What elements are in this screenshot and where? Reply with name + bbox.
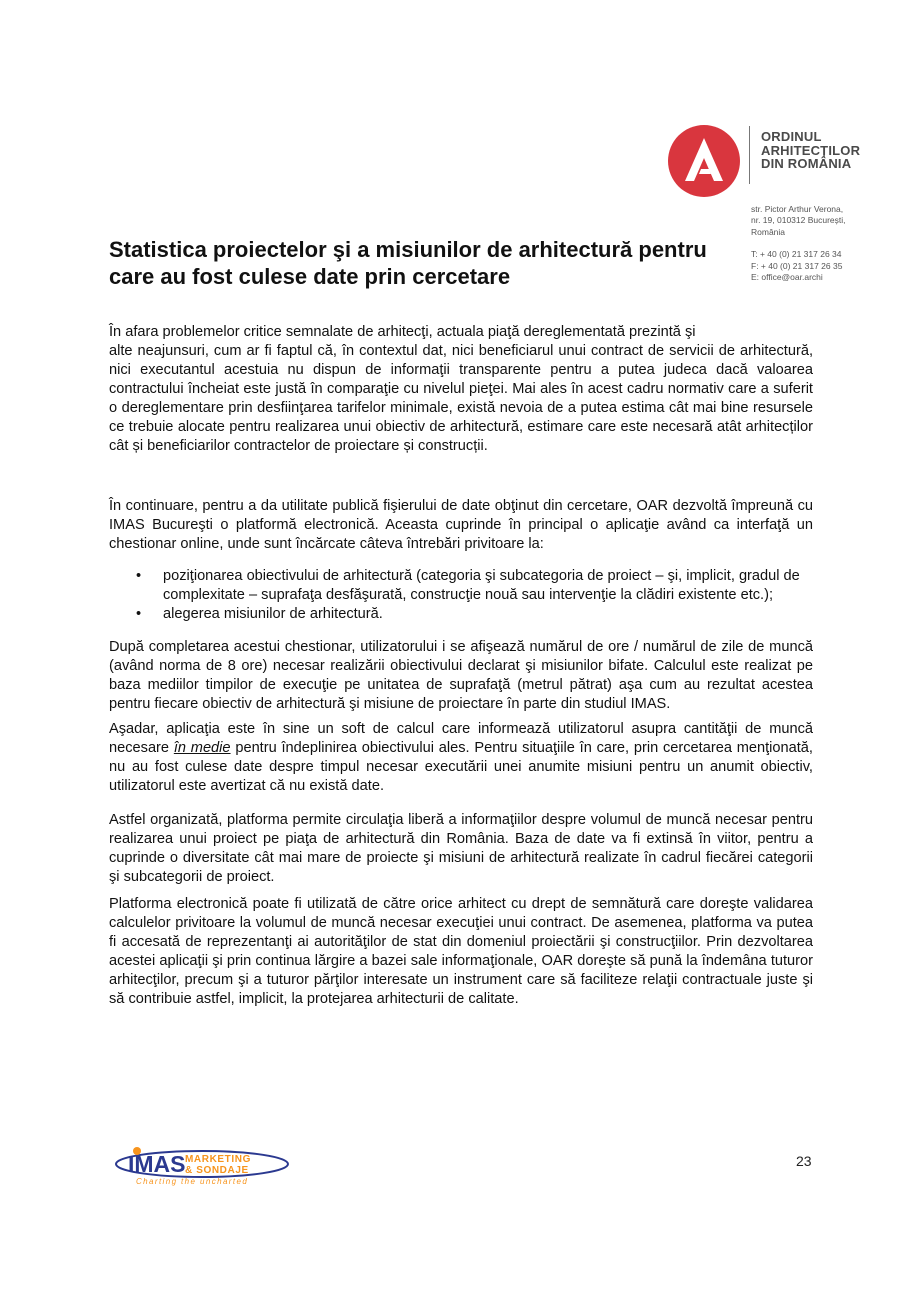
paragraph-organization: Astfel organizată, platforma permite circulaţia liberă a informaţiilor despre volumul de muncă necesar pentru realizarea unui proiect pe piaţa de arhitectură din România. Baza de date va fi extinsă în viitor, pentru a cuprinde o diversitate cât mai mare de proiecte şi misiuni de arhitectură realizate în cadrul fiecărei categorii şi subcategorii de proiect.: [109, 812, 813, 885]
list-item: [109, 567, 813, 605]
paragraph-calculation: După completarea acestui chestionar, utilizatorului i se afişează numărul de ore / numărul de zile de muncă (având norma de 8 ore) necesar realizării obiectivului declarat şi misiunilor bifate. Calculul este realizat pe baza mediilor timpilor de execuţie pe unitatea de suprafaţă (metrul pătrat) aşa cum au rezultat acestea pentru fiecare obiectiv de arhitectură şi misiune de proiectare în parte din studiul IMAS.: [109, 639, 813, 712]
imas-sub-text: MARKETING: [185, 1154, 251, 1165]
imas-brand-text: IMAS: [128, 1151, 186, 1177]
contact-block: [751, 204, 846, 283]
bullet-icon: •: [136, 568, 142, 584]
imas-sub-text: & SONDAJE: [185, 1165, 249, 1176]
fax-number: F: + 40 (0) 21 317 26 35: [751, 260, 843, 271]
logo-divider: [749, 126, 750, 184]
imas-logo: [114, 1140, 304, 1190]
address-line: str. Pictor Arthur Verona,: [751, 204, 844, 214]
oar-logo: [667, 122, 877, 202]
paragraph-usage: Platforma electronică poate fi utilizată de către orice arhitect cu drept de semnătură care doreşte validarea calculelor privitoare la volumul de muncă necesar execuţiei unui contract. De asemenea, platforma va putea fi accesată de reprezentanţi ai autorităţilor de stat din domeniul proiectării şi construcţiilor. Prin dezvoltarea acestei aplicaţii şi prin continua lărgire a bazei sale informaţionale, OAR doreşte să pună la îndemâna tuturor arhitecţilor, precum şi a tuturor părţilor interesate un instrument care să faciliteze relaţii contractuale juste şi să contribuie astfel, implicit, la protejarea arhitecturii de calitate.: [109, 896, 813, 1007]
address-line: România: [751, 226, 786, 237]
paragraph-platform: În continuare, pentru a da utilitate publică fişierului de date obţinut din cercetare, OAR dezvoltă împreună cu IMAS Bucureşti o platformă electronică. Aceasta cuprinde în principal o aplicaţie având ca interfaţă un chestionar online, unde sunt încărcate câteva întrebări privitoare la:: [109, 498, 813, 552]
page-title: Statistica proiectelor şi a misiunilor de arhitectură pentru care au fost culese date prin cercetare: [109, 237, 707, 289]
list-item: [109, 605, 813, 624]
page-number: 23: [796, 1153, 812, 1169]
org-name-line: ORDINUL: [761, 129, 822, 144]
paragraph-line: În afara problemelor critice semnalate de arhitecţi, actuala piaţă dereglementată prezintă şi: [109, 324, 696, 340]
paragraph-intro: [109, 323, 813, 456]
oar-emblem-icon: [667, 124, 741, 198]
org-name-line: DIN ROMÂNIA: [761, 156, 852, 171]
email-address[interactable]: E: office@oar.archi: [751, 272, 823, 283]
paragraph-text: alte neajunsuri, cum ar fi faptul că, în contextul dat, nici beneficiarul unui contract de servicii de arhitectură, nici executantul acestuia nu dispun de informaţii transparente pentru a putea judeca dacă valoarea contractului încheiat este justă în comparaţie cu nivelul pieţei. Mai ales în acest cadru normativ care a suferit o dereglementare prin desfiinţarea tarifelor minimale, există nevoia de a putea estima cât mai bine resursele ce trebuie alocate pentru realizarea unui obiectiv de arhitectură, estimare care este necesară atât arhitecților cât și beneficiarilor contractelor de proiectare și construcții.: [109, 343, 813, 454]
address-line: nr. 19, 010312 București,: [751, 215, 846, 226]
oar-org-name: [761, 130, 860, 171]
paragraph-text: Aşadar, aplicaţia este în sine un soft de calcul care informează utilizatorul asupra cantităţii de muncă necesare: [109, 721, 813, 756]
bullet-icon: •: [136, 606, 142, 622]
list-item-text: alegerea misiunilor de arhitectură.: [163, 606, 383, 622]
imas-tagline: Charting the uncharted: [136, 1177, 249, 1186]
emphasis-text: în medie: [173, 740, 231, 756]
paragraph-application: [109, 720, 813, 796]
bullet-list: [109, 567, 813, 624]
list-item-text: poziţionarea obiectivului de arhitectură (categoria şi subcategoria de proiect – şi, implicit, gradul de complexitate – suprafaţa desfăşurată, construcţie nouă sau intervenţie la clădiri existente etc.);: [163, 568, 800, 603]
paragraph-text: pentru îndeplinirea obiectivului ales. Pentru situaţiile în care, prin cercetarea menţionată, nu au fost culese date despre timpul necesar executării unei anumite misiuni pentru un anumit obiectiv, utilizatorul este avertizat că nu există date.: [109, 740, 813, 794]
org-name-line: ARHITECȚILOR: [761, 142, 861, 158]
phone-number: T: + 40 (0) 21 317 26 34: [751, 249, 842, 260]
